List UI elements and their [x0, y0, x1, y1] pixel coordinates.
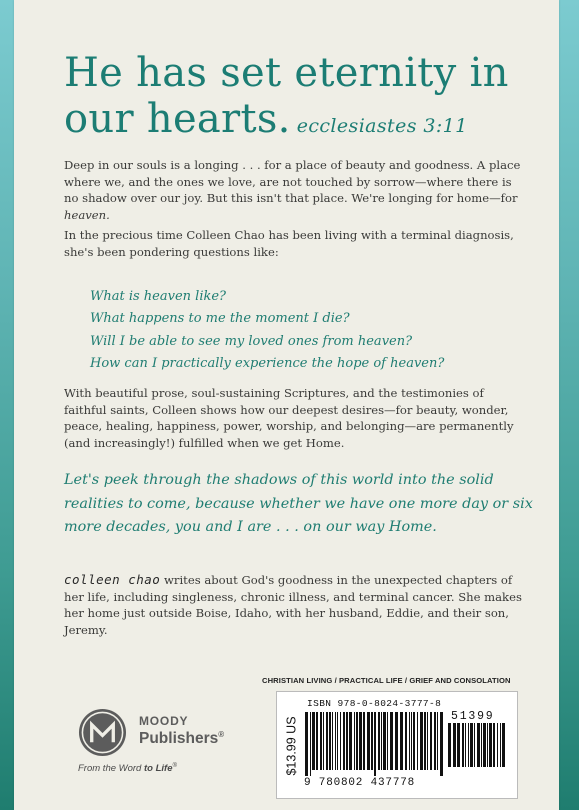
- barcode-bar: [356, 712, 358, 770]
- barcode-bar: [343, 712, 345, 770]
- barcode-bar: [417, 712, 418, 770]
- addon-number: 51399: [451, 710, 495, 723]
- tagline-part-a: From the Word: [78, 763, 144, 775]
- barcode-bar: [420, 712, 423, 770]
- ean-barcode: [304, 712, 444, 776]
- publisher-name-bottom: [139, 730, 224, 748]
- barcode-bar: [305, 712, 308, 776]
- description-paragraph: With beautiful prose, soul-sustaining Scriptures, and the testimonies of faithful saints, Colleen shows how our deepest desires—for beauty, wonder, peace, healing, happiness, power, worship, and belonging—are permanently (and increasingly!) fulfilled when we get Home.: [64, 386, 514, 450]
- barcode-bar: [481, 723, 482, 767]
- publisher-logo: [78, 708, 258, 798]
- publisher-tagline: [78, 763, 177, 774]
- barcode-bar: [316, 712, 318, 770]
- barcode-box: [276, 691, 518, 799]
- barcode-bar: [427, 712, 428, 770]
- barcode-bar: [349, 712, 352, 770]
- barcode-bar: [400, 712, 403, 770]
- question-item: Will I be able to see my loved ones from heaven?: [90, 333, 413, 349]
- barcode-bar: [477, 723, 480, 767]
- barcode-bar: [378, 712, 380, 770]
- barcode-bar: [354, 712, 355, 770]
- barcode-bar: [340, 712, 341, 770]
- barcode-bar: [381, 712, 382, 770]
- barcode-bar: [395, 712, 398, 770]
- barcode-bar: [448, 723, 451, 767]
- publisher-name-top: MOODY: [139, 714, 189, 728]
- barcode-bar: [413, 712, 415, 770]
- trademark-mark: ®: [218, 730, 225, 739]
- barcode-bar: [332, 712, 333, 770]
- price-label: [283, 700, 301, 792]
- barcode-bar: [453, 723, 456, 767]
- barcode-bar: [497, 723, 498, 767]
- question-list: [90, 286, 520, 376]
- headline-text: He has set eternity in our hearts.: [64, 50, 509, 142]
- category-line: CHRISTIAN LIVING / PRACTICAL LIFE / GRIEF AND CONSOLATION: [262, 676, 511, 685]
- intro-text: Deep in our souls is a longing . . . for a place of beauty and goodness. A place where we, and the ones we love, are not touched by sorrow—where there is no shadow over our joy. But this isn't that place. We're longing for home—for: [64, 158, 521, 206]
- barcode-bar: [310, 712, 311, 776]
- pull-quote: Let's peek through the shadows of this world into the solid realities to come, because whether we have one more day or six more decades, you and I are . . . on our way Home.: [64, 472, 533, 535]
- barcode-bar: [374, 712, 376, 776]
- diagnosis-paragraph: In the precious time Colleen Chao has been living with a terminal diagnosis, she's been pondering questions like:: [64, 228, 514, 259]
- moody-emblem-icon: [78, 708, 127, 757]
- price-text: $13.99 US: [285, 716, 300, 776]
- barcode-bar: [465, 723, 466, 767]
- barcode-bar: [326, 712, 328, 770]
- barcode-bar: [359, 712, 362, 770]
- barcode-bar: [457, 723, 460, 767]
- barcode-bar: [411, 712, 412, 770]
- intro-paragraph: [64, 157, 526, 223]
- barcode-bar: [337, 712, 338, 770]
- barcode-bar: [502, 723, 505, 767]
- barcode-bar: [323, 712, 324, 770]
- barcode-bar: [487, 723, 488, 767]
- barcode-bar: [387, 712, 388, 770]
- barcode-bar: [437, 712, 438, 770]
- barcode-bar: [346, 712, 348, 770]
- barcode-bar: [489, 723, 492, 767]
- barcode-bar: [335, 712, 336, 770]
- barcode-bar: [493, 723, 495, 767]
- barcode-bar: [470, 723, 473, 767]
- author-bio: [64, 572, 526, 638]
- question-item: What happens to me the moment I die?: [90, 311, 350, 327]
- barcode-bar: [312, 712, 315, 770]
- question-item: How can I practically experience the hope of heaven?: [90, 356, 445, 372]
- barcode-bar: [390, 712, 393, 770]
- barcode-bar: [409, 712, 410, 770]
- scripture-reference: ecclesiastes 3:11: [296, 115, 468, 137]
- ean-number: 9 780802 437778: [304, 777, 416, 789]
- author-name: colleen chao: [64, 572, 161, 587]
- tagline-mark: ®: [172, 763, 177, 769]
- barcode-bar: [474, 723, 475, 767]
- barcode-bar: [329, 712, 331, 770]
- barcode-bar: [363, 712, 365, 770]
- barcode-bar: [405, 712, 407, 770]
- barcode-bar: [367, 712, 370, 770]
- headline: [64, 50, 554, 149]
- barcode-bar: [462, 723, 464, 767]
- publisher-name-bottom-text: Publishers: [139, 730, 219, 748]
- barcode-bar: [500, 723, 501, 767]
- barcode-bar: [483, 723, 486, 767]
- addon-barcode: [447, 723, 509, 787]
- barcode-bar: [371, 712, 373, 770]
- bio-text: writes about God's goodness in the unexpected chapters of her life, including singleness, chronic illness, and terminal cancer. She makes her home just outside Boise, Idaho, with her husband, Eddie, and their son, Jeremy.: [64, 573, 522, 637]
- intro-emphasis: heaven.: [64, 207, 110, 222]
- barcode-bar: [430, 712, 432, 770]
- isbn-label: ISBN 978-0-8024-3777-8: [307, 698, 442, 709]
- tagline-part-b: to Life: [144, 763, 173, 775]
- barcode-bar: [383, 712, 386, 770]
- barcode-bar: [320, 712, 322, 770]
- barcode-bar: [424, 712, 426, 770]
- back-cover-panel: [14, 0, 559, 810]
- barcode-bar: [468, 723, 469, 767]
- question-item: What is heaven like?: [90, 289, 227, 304]
- barcode-bar: [440, 712, 443, 776]
- barcode-bar: [434, 712, 436, 770]
